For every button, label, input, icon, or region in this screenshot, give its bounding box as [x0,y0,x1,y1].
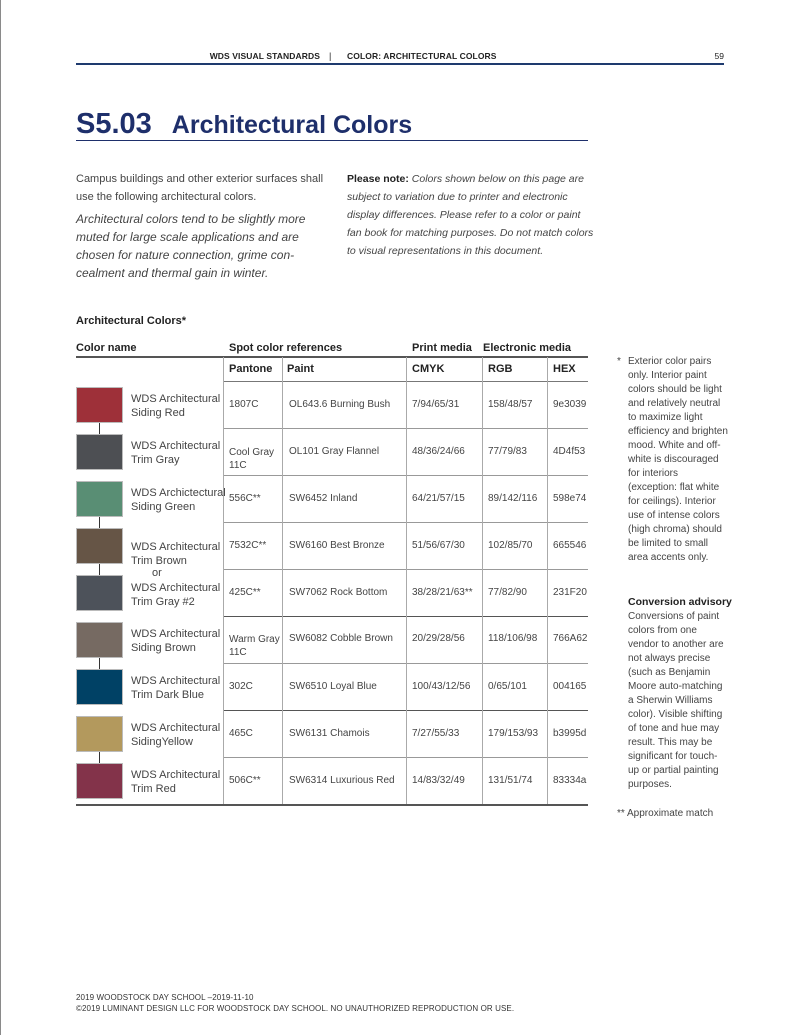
section-number: S5.03 [76,108,152,140]
pantone-value: Cool Gray 11C [229,447,275,471]
color-name: WDS Architectural Trim Red [131,769,221,795]
hex-value: 83334a [553,775,587,786]
note-text: Colors shown below on this page are subject to variation due to printer and electronic display differences. Please refer to a color or paint fan book for matching purposes. Do not match colors to visual representations in this document. [347,173,594,257]
pantone-value: 302C [229,681,253,692]
color-name: WDS Architectural Trim Gray [131,440,221,466]
paint-value: SW6160 Best Bronze [289,540,385,551]
paint-value: OL643.6 Burning Bush [289,399,391,410]
hex-value: 665546 [553,540,587,551]
paint-value: SW6314 Luxurious Red [289,775,395,786]
cmyk-value: 14/83/32/49 [412,775,465,786]
color-name: WDS Archictectural Siding Green [131,487,226,513]
col-divider [547,357,548,804]
swatch-siding-brown [76,622,123,658]
footnote-marker: * [617,356,621,367]
hex-value: 4D4f53 [553,446,586,457]
cmyk-value: 38/28/21/63** [412,587,473,598]
swatch-trim-dark-blue [76,669,123,705]
swatch-siding-red [76,387,123,423]
pantone-value: 556C** [229,493,261,504]
intro-italic-paragraph: Architectural colors tend to be slightly more muted for large scale applications and are chosen for nature connection, grime con- cealment and thermal gain in winter. [76,212,306,280]
header-separator: | [329,51,332,61]
hex-value: 004165 [553,681,587,692]
rgb-value: 77/82/90 [488,587,527,598]
swatch-trim-red [76,763,123,799]
pantone-value: Warm Gray 11C [229,634,280,658]
cmyk-value: 100/43/12/56 [412,681,471,692]
col-rgb: RGB [488,363,513,375]
note-label: Please note: [347,173,409,185]
conversion-advisory-title: Conversion advisory [628,596,732,608]
swatch-siding-green [76,481,123,517]
hex-value: 231F20 [553,587,587,598]
color-name: WDS Architectural Trim Gray #2 [131,582,221,608]
col-spot-color: Spot color references [229,342,343,354]
pantone-value: 7532C** [229,540,267,551]
paint-value: SW7062 Rock Bottom [289,587,388,598]
rgb-value: 118/106/98 [488,633,538,644]
table-title: Architectural Colors* [76,315,187,327]
pair-connector [99,517,100,528]
rgb-value: 77/79/83 [488,446,527,457]
col-cmyk: CMYK [412,363,445,375]
title-rule [76,140,588,141]
col-divider [282,357,283,804]
col-hex: HEX [553,363,576,375]
pantone-value: 425C** [229,587,261,598]
hex-value: b3995d [553,728,587,739]
color-name: WDS Architectural SidingYellow [131,722,221,748]
pantone-value: 1807C [229,399,259,410]
header-section: WDS VISUAL STANDARDS [209,51,320,61]
approximate-match-note: ** Approximate match [617,808,714,819]
paint-value: SW6082 Cobble Brown [289,633,393,644]
pantone-value: 465C [229,728,253,739]
header-rule [76,63,724,65]
col-divider [406,357,407,804]
col-print-media: Print media [412,342,472,354]
cmyk-value: 7/94/65/31 [412,399,460,410]
rgb-value: 131/51/74 [488,775,533,786]
pair-connector [99,423,100,434]
rgb-value: 179/153/93 [488,728,539,739]
col-paint: Paint [287,363,314,375]
col-pantone: Pantone [229,363,273,375]
cmyk-value: 51/56/67/30 [412,540,465,551]
cmyk-value: 20/29/28/56 [412,633,465,644]
footer-copyright: ©2019 LUMINANT DESIGN LLC FOR WOODSTOCK DAY SCHOOL. NO UNAUTHORIZED REPRODUCTION OR USE. [76,1004,515,1013]
header-topic: COLOR: ARCHITECTURAL COLORS [347,51,497,61]
header-rule-top [76,356,588,358]
page-number: 59 [714,51,724,61]
intro-paragraph: Campus buildings and other exterior surfaces shall use the following architectural colors. [76,173,324,203]
rgb-value: 102/85/70 [488,540,533,551]
pair-connector [99,752,100,763]
exterior-footnote [617,355,729,565]
swatch-trim-brown [76,528,123,564]
page-edge [0,0,1,1035]
cmyk-value: 7/27/55/33 [412,728,460,739]
rgb-value: 0/65/101 [488,681,527,692]
rgb-value: 89/142/116 [488,493,538,504]
swatch-trim-gray [76,434,123,470]
cmyk-value: 48/36/24/66 [412,446,465,457]
hex-value: 9e3039 [553,399,587,410]
section-title: Architectural Colors [171,111,413,139]
table-bottom-rule [76,804,588,806]
hex-value: 766A62 [553,633,588,644]
paint-value: SW6510 Loyal Blue [289,681,377,692]
pair-connector [99,658,100,669]
color-name: WDS Architectural Trim Brown [131,541,221,567]
color-name: WDS Architectural Siding Red [131,393,221,419]
conversion-advisory-text: Conversions of paint colors from one vendor to another are not always precise (such as Benjamin Moore auto-matching a Sherwin Williams color). Visible shifting of tone and hue may result. This may be significant for touch-up or partial painting purposes. [628,611,724,790]
swatch-trim-gray-2 [76,575,123,611]
paint-value: OL101 Gray Flannel [289,446,380,457]
page-title [76,108,412,141]
paint-value: SW6131 Chamois [289,728,370,739]
or-label: or [152,567,162,579]
footnote-text: Exterior color pairs only. Interior paint colors should be light and relatively neutral to maximize light efficiency and brighten mood. White and off-white is discouraged for interiors (exception: flat white for ceilings). Interior use of intense colors (high chroma) should be limited to small area accents only. [628,356,728,563]
col-divider [223,357,224,804]
color-name: WDS Architectural Trim Dark Blue [131,675,221,701]
footer-date: 2019 WOODSTOCK DAY SCHOOL –2019-11-10 [76,993,254,1002]
color-name: WDS Architectural Siding Brown [131,628,221,654]
print-note [347,170,597,260]
hex-value: 598e74 [553,493,587,504]
col-color-name: Color name [76,342,137,354]
cmyk-value: 64/21/57/15 [412,493,465,504]
swatch-siding-yellow [76,716,123,752]
pantone-value: 506C** [229,775,261,786]
pair-connector [99,564,100,575]
col-electronic-media: Electronic media [483,342,572,354]
paint-value: SW6452 Inland [289,493,358,504]
col-divider [482,357,483,804]
rgb-value: 158/48/57 [488,399,533,410]
